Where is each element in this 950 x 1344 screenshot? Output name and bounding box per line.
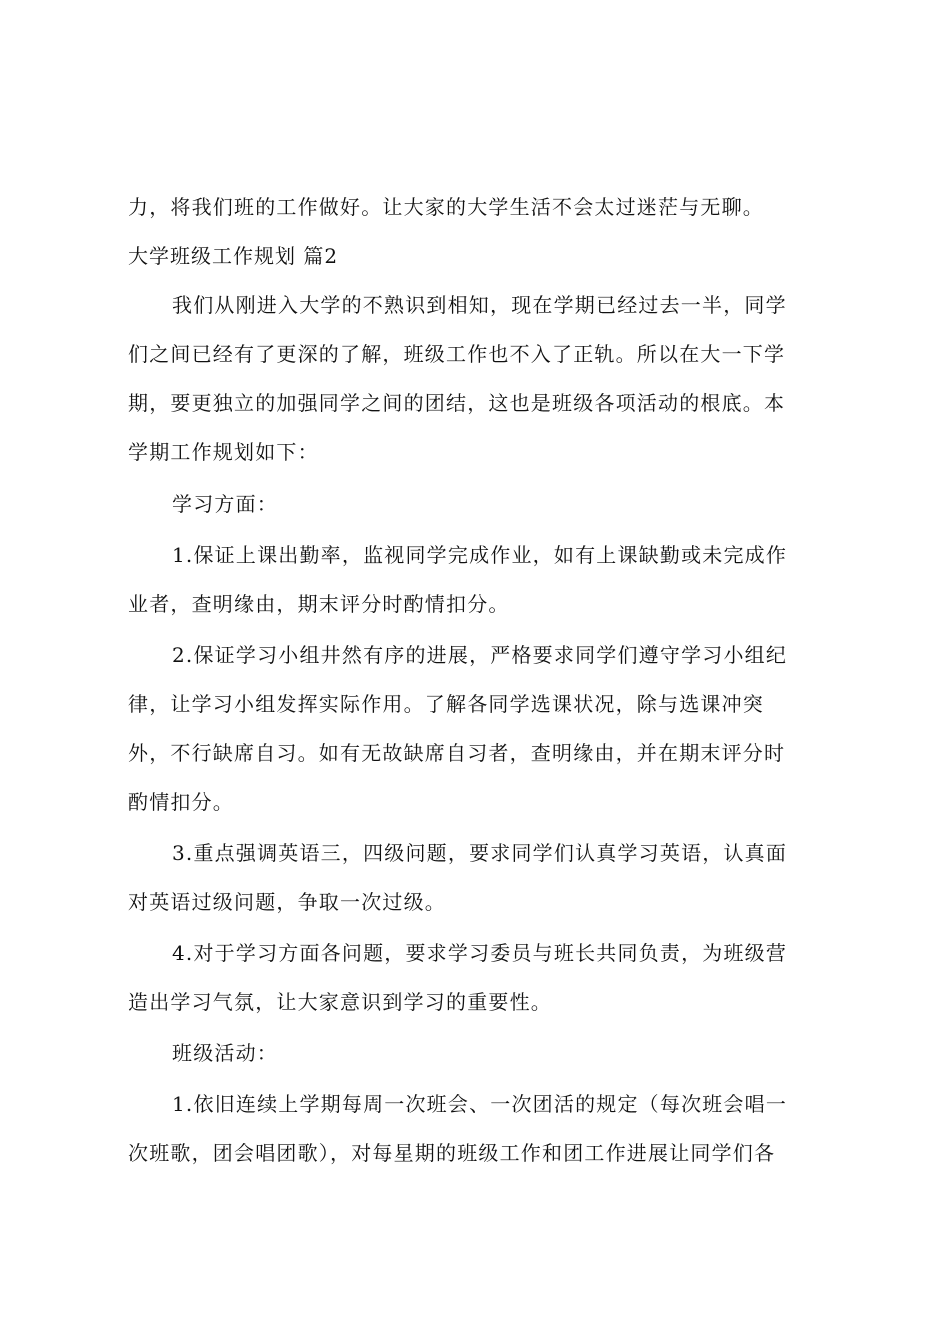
list-item-line: 3.重点强调英语三，四级问题，要求同学们认真学习英语，认真面 bbox=[172, 841, 788, 865]
list-item-line: 对英语过级问题，争取一次过级。 bbox=[128, 890, 446, 914]
subheading: 班级活动： bbox=[172, 1041, 278, 1065]
list-item-line: 酌情扣分。 bbox=[128, 790, 234, 814]
list-item-line: 2.保证学习小组井然有序的进展，严格要求同学们遵守学习小组纪 bbox=[172, 643, 788, 667]
list-item-line: 4.对于学习方面各问题，要求学习委员与班长共同负责，为班级营 bbox=[172, 941, 788, 965]
list-item-line: 业者，查明缘由，期末评分时酌情扣分。 bbox=[128, 592, 510, 616]
paragraph-line: 力，将我们班的工作做好。让大家的大学生活不会太过迷茫与无聊。 bbox=[128, 195, 764, 219]
subheading: 学习方面： bbox=[172, 492, 278, 516]
paragraph-line: 们之间已经有了更深的了解，班级工作也不入了正轨。所以在大一下学 bbox=[128, 342, 786, 366]
list-item-line: 外，不行缺席自习。如有无故缺席自习者，查明缘由，并在期末评分时 bbox=[128, 741, 786, 765]
paragraph-line: 我们从刚进入大学的不熟识到相知，现在学期已经过去一半，同学 bbox=[172, 293, 787, 317]
list-item-line: 次班歌，团会唱团歌），对每星期的班级工作和团工作进展让同学们各 bbox=[128, 1141, 776, 1165]
list-item-line: 1.依旧连续上学期每周一次班会、一次团活的规定（每次班会唱一 bbox=[172, 1092, 788, 1116]
list-item-line: 律，让学习小组发挥实际作用。了解各同学选课状况，除与选课冲突 bbox=[128, 692, 764, 716]
paragraph-line: 学期工作规划如下： bbox=[128, 440, 319, 464]
paragraph-line: 期，要更独立的加强同学之间的团结，这也是班级各项活动的根底。本 bbox=[128, 391, 786, 415]
list-item-line: 造出学习气氛，让大家意识到学习的重要性。 bbox=[128, 990, 552, 1014]
section-heading: 大学班级工作规划 篇2 bbox=[128, 244, 339, 268]
list-item-line: 1.保证上课出勤率，监视同学完成作业，如有上课缺勤或未完成作 bbox=[172, 543, 788, 567]
